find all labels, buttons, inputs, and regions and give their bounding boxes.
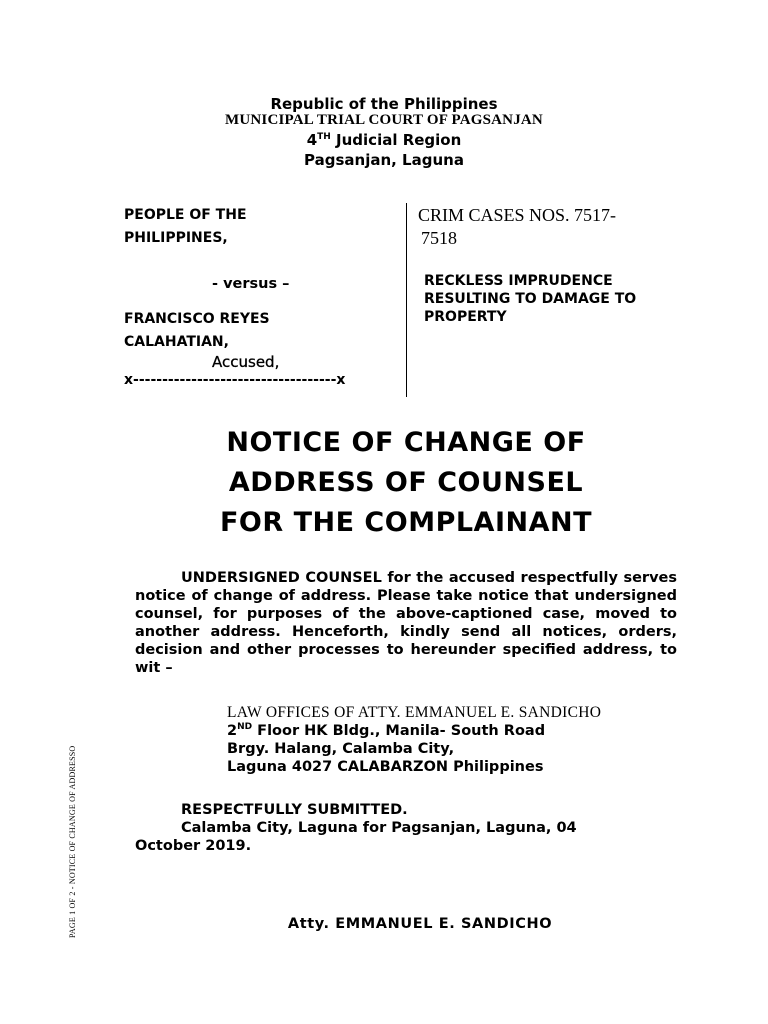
respectfully-submitted: RESPECTFULLY SUBMITTED. — [181, 802, 408, 818]
document-title — [0, 423, 768, 543]
case-caption — [124, 204, 404, 389]
case-title-line-2: RESULTING TO DAMAGE TO — [424, 291, 637, 307]
case-title-line-1: RECKLESS IMPRUDENCE — [424, 273, 613, 289]
floor-text: Floor HK Bldg., Manila- South Road — [252, 723, 546, 739]
title-line-1: NOTICE OF CHANGE OF — [226, 427, 586, 458]
caption-divider — [406, 203, 407, 397]
case-number — [418, 204, 678, 250]
plaintiff-line-2: PHILIPPINES, — [124, 230, 228, 246]
court-name: MUNICIPAL TRIAL COURT OF PAGSANJAN — [225, 112, 543, 128]
address-line-2 — [227, 722, 697, 740]
versus-label: - versus – — [212, 276, 290, 292]
signatory-name: Atty. EMMANUEL E. SANDICHO — [287, 916, 553, 932]
case-title — [424, 272, 684, 326]
judicial-region — [0, 130, 768, 150]
address-line-1: LAW OFFICES OF ATTY. EMMANUEL E. SANDICHO — [227, 704, 602, 721]
accused-label: Accused, — [212, 353, 280, 371]
title-line-3: FOR THE COMPLAINANT — [219, 507, 593, 538]
accused-line-1: FRANCISCO REYES — [124, 311, 270, 327]
page-footer-label: PAGE 1 OF 2 - NOTICE OF CHANGE OF ADDRESSO — [68, 745, 77, 938]
place-date-line-2: October 2019. — [135, 838, 252, 854]
case-number-line-1: CRIM CASES NOS. 7517- — [418, 205, 617, 225]
address-line-3: Brgy. Halang, Calamba City, — [227, 741, 455, 757]
new-address — [227, 704, 697, 776]
court-header — [0, 94, 768, 170]
region-number: 4 — [306, 131, 318, 149]
plaintiff-line-1: PEOPLE OF THE — [124, 207, 247, 223]
address-line-4: Laguna 4027 CALABARZON Philippines — [227, 759, 544, 775]
court-location: Pagsanjan, Laguna — [304, 151, 464, 169]
closing-block — [135, 801, 695, 855]
title-line-2: ADDRESS OF COUNSEL — [228, 467, 584, 498]
case-number-line-2: 7518 — [421, 228, 457, 248]
notice-paragraph: UNDERSIGNED COUNSEL for the accused respectfully serves notice of change of address. Please take notice that undersigned counsel, for purposes of the above-captioned case, moved to another address. Henceforth, kindly send all notices, orders, decision and other processes to hereunder specified address, to wit – — [135, 570, 677, 676]
caption-separator: x-----------------------------------x — [124, 372, 346, 388]
case-title-line-3: PROPERTY — [424, 309, 507, 325]
accused-line-2: CALAHATIAN, — [124, 334, 229, 350]
place-date-line-1: Calamba City, Laguna for Pagsanjan, Laguna, 04 — [181, 820, 577, 836]
region-text: Judicial Region — [330, 131, 462, 149]
republic-line: Republic of the Philippines — [270, 95, 498, 113]
floor-ordinal: ND — [237, 722, 253, 732]
floor-number: 2 — [227, 723, 238, 739]
region-ordinal: TH — [317, 132, 331, 142]
